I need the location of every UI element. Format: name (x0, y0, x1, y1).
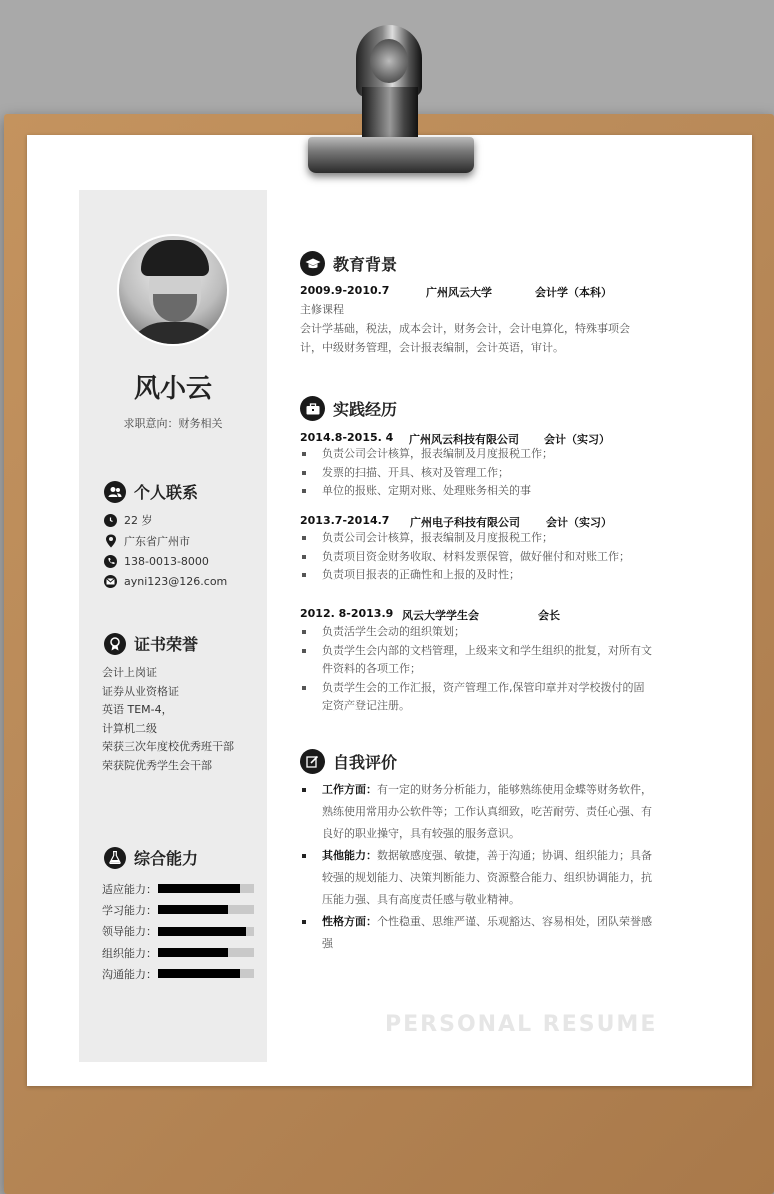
binder-clip-icon (300, 25, 480, 175)
job-duties (300, 529, 652, 585)
location-icon (104, 534, 117, 547)
experience-heading (300, 396, 397, 421)
list-item: 证券从业资格证 (102, 684, 179, 698)
job-role: 会长 (538, 609, 560, 622)
skill-row: 学习能力： (102, 899, 254, 920)
contact-list (104, 510, 227, 592)
list-item: 工作方面：有一定的财务分析能力，能够熟练使用金蝶等财务软件，熟练使用常用办公软件等；工作认真细致，吃苦耐劳、责任心强、有良好的职业操守，具有较强的服务意识。 (300, 779, 652, 845)
job-company: 广州电子科技有限公司 (410, 516, 520, 529)
skill-row: 适应能力： (102, 878, 254, 899)
certificates-heading (104, 632, 198, 655)
skill-bar (158, 969, 254, 978)
job-role: 会计（实习） (544, 433, 610, 446)
sidebar (79, 190, 267, 1062)
education-major: 会计学（本科） (535, 286, 612, 299)
list-item: 计算机二级 (102, 721, 157, 735)
phone-icon (104, 555, 117, 568)
list-item: 负责项目资金财务收取、材料发票保管，做好催付和对账工作； (300, 548, 652, 567)
courses-text: 会计学基础，税法，成本会计，财务会计，会计电算化，特殊事项会计，中级财务管理，会计报表编制，会计英语，审计。 (300, 322, 630, 354)
list-item: 荣获院优秀学生会干部 (102, 758, 212, 772)
list-item: 负责公司会计核算，报表编制及月度报税工作； (300, 445, 652, 464)
avatar (117, 234, 229, 346)
education-school: 广州风云大学 (426, 286, 492, 299)
job-intent: 求职意向：财务相关 (123, 417, 223, 430)
list-item: 英语 TEM-4， (102, 703, 173, 717)
list-item: 负责活学生会动的组织策划； (300, 623, 652, 642)
flask-icon (104, 847, 126, 869)
users-icon (104, 481, 126, 503)
evaluation-heading (300, 749, 397, 774)
job-company: 风云大学学生会 (402, 609, 479, 622)
graduation-cap-icon (300, 251, 325, 276)
list-item: 发票的扫描、开具、核对及管理工作； (300, 464, 652, 483)
contact-age: 22 岁 (104, 510, 227, 531)
courses-label: 主修课程 (300, 303, 344, 316)
list-item: 性格方面：个性稳重、思维严谨、乐观豁达、容易相处，团队荣誉感强 (300, 911, 652, 955)
experience-title: 实践经历 (333, 400, 398, 419)
contact-heading (104, 480, 198, 503)
edit-icon (300, 749, 325, 774)
mail-icon (104, 575, 117, 588)
list-item: 单位的报账、定期对账、处理账务相关的事 (300, 482, 652, 501)
certificate-list (102, 664, 234, 776)
certificates-title: 证书荣誉 (134, 635, 199, 654)
evaluation-title: 自我评价 (333, 753, 398, 772)
list-item: 负责公司会计核算，报表编制及月度报税工作； (300, 529, 652, 548)
skill-row: 组织能力： (102, 942, 254, 963)
job-period: 2012. 8-2013.9 (300, 607, 394, 620)
person-name: 风小云 (133, 374, 212, 404)
skill-bar (158, 948, 254, 957)
job-period: 2014.8-2015. 4 (300, 431, 394, 444)
briefcase-icon (300, 396, 325, 421)
skills-heading (104, 846, 198, 869)
award-icon (104, 633, 126, 655)
skill-row: 领导能力： (102, 921, 254, 942)
skill-bar (158, 905, 254, 914)
clock-icon (104, 514, 117, 527)
list-item: 荣获三次年度校优秀班干部 (102, 740, 234, 754)
education-heading (300, 251, 397, 276)
education-title: 教育背景 (333, 255, 398, 274)
skills-title: 综合能力 (134, 849, 199, 868)
job-period: 2013.7-2014.7 (300, 514, 390, 527)
job-company: 广州风云科技有限公司 (409, 433, 519, 446)
education-period: 2009.9-2010.7 (300, 284, 390, 297)
skill-bar (158, 927, 254, 936)
skills-list (102, 878, 254, 984)
job-role: 会计（实习） (546, 516, 612, 529)
skill-row: 沟通能力： (102, 963, 254, 984)
personal-resume-watermark: PERSONAL RESUME (385, 1012, 658, 1037)
contact-email[interactable]: ayni123@126.com (104, 572, 227, 593)
list-item: 负责学生会内部的文档管理，上级来文和学生组织的批复，对所有文件资料的各项工作； (300, 642, 652, 679)
contact-location: 广东省广州市 (104, 531, 227, 552)
job-duties (300, 623, 652, 716)
list-item: 负责项目报表的正确性和上报的及时性； (300, 566, 652, 585)
list-item: 会计上岗证 (102, 666, 157, 679)
contact-title: 个人联系 (134, 483, 199, 502)
job-duties (300, 445, 652, 501)
list-item: 负责学生会的工作汇报，资产管理工作,保管印章并对学校拨付的固定资产登记注册。 (300, 679, 652, 716)
skill-bar (158, 884, 254, 893)
evaluation-list (300, 779, 652, 955)
contact-phone[interactable]: 138-0013-8000 (104, 551, 227, 572)
list-item: 其他能力：数据敏感度强、敏捷，善于沟通；协调、组织能力；具备较强的规划能力、决策判断能力、资源整合能力、组织协调能力，抗压能力强、具有高度责任感与敬业精神。 (300, 845, 652, 911)
